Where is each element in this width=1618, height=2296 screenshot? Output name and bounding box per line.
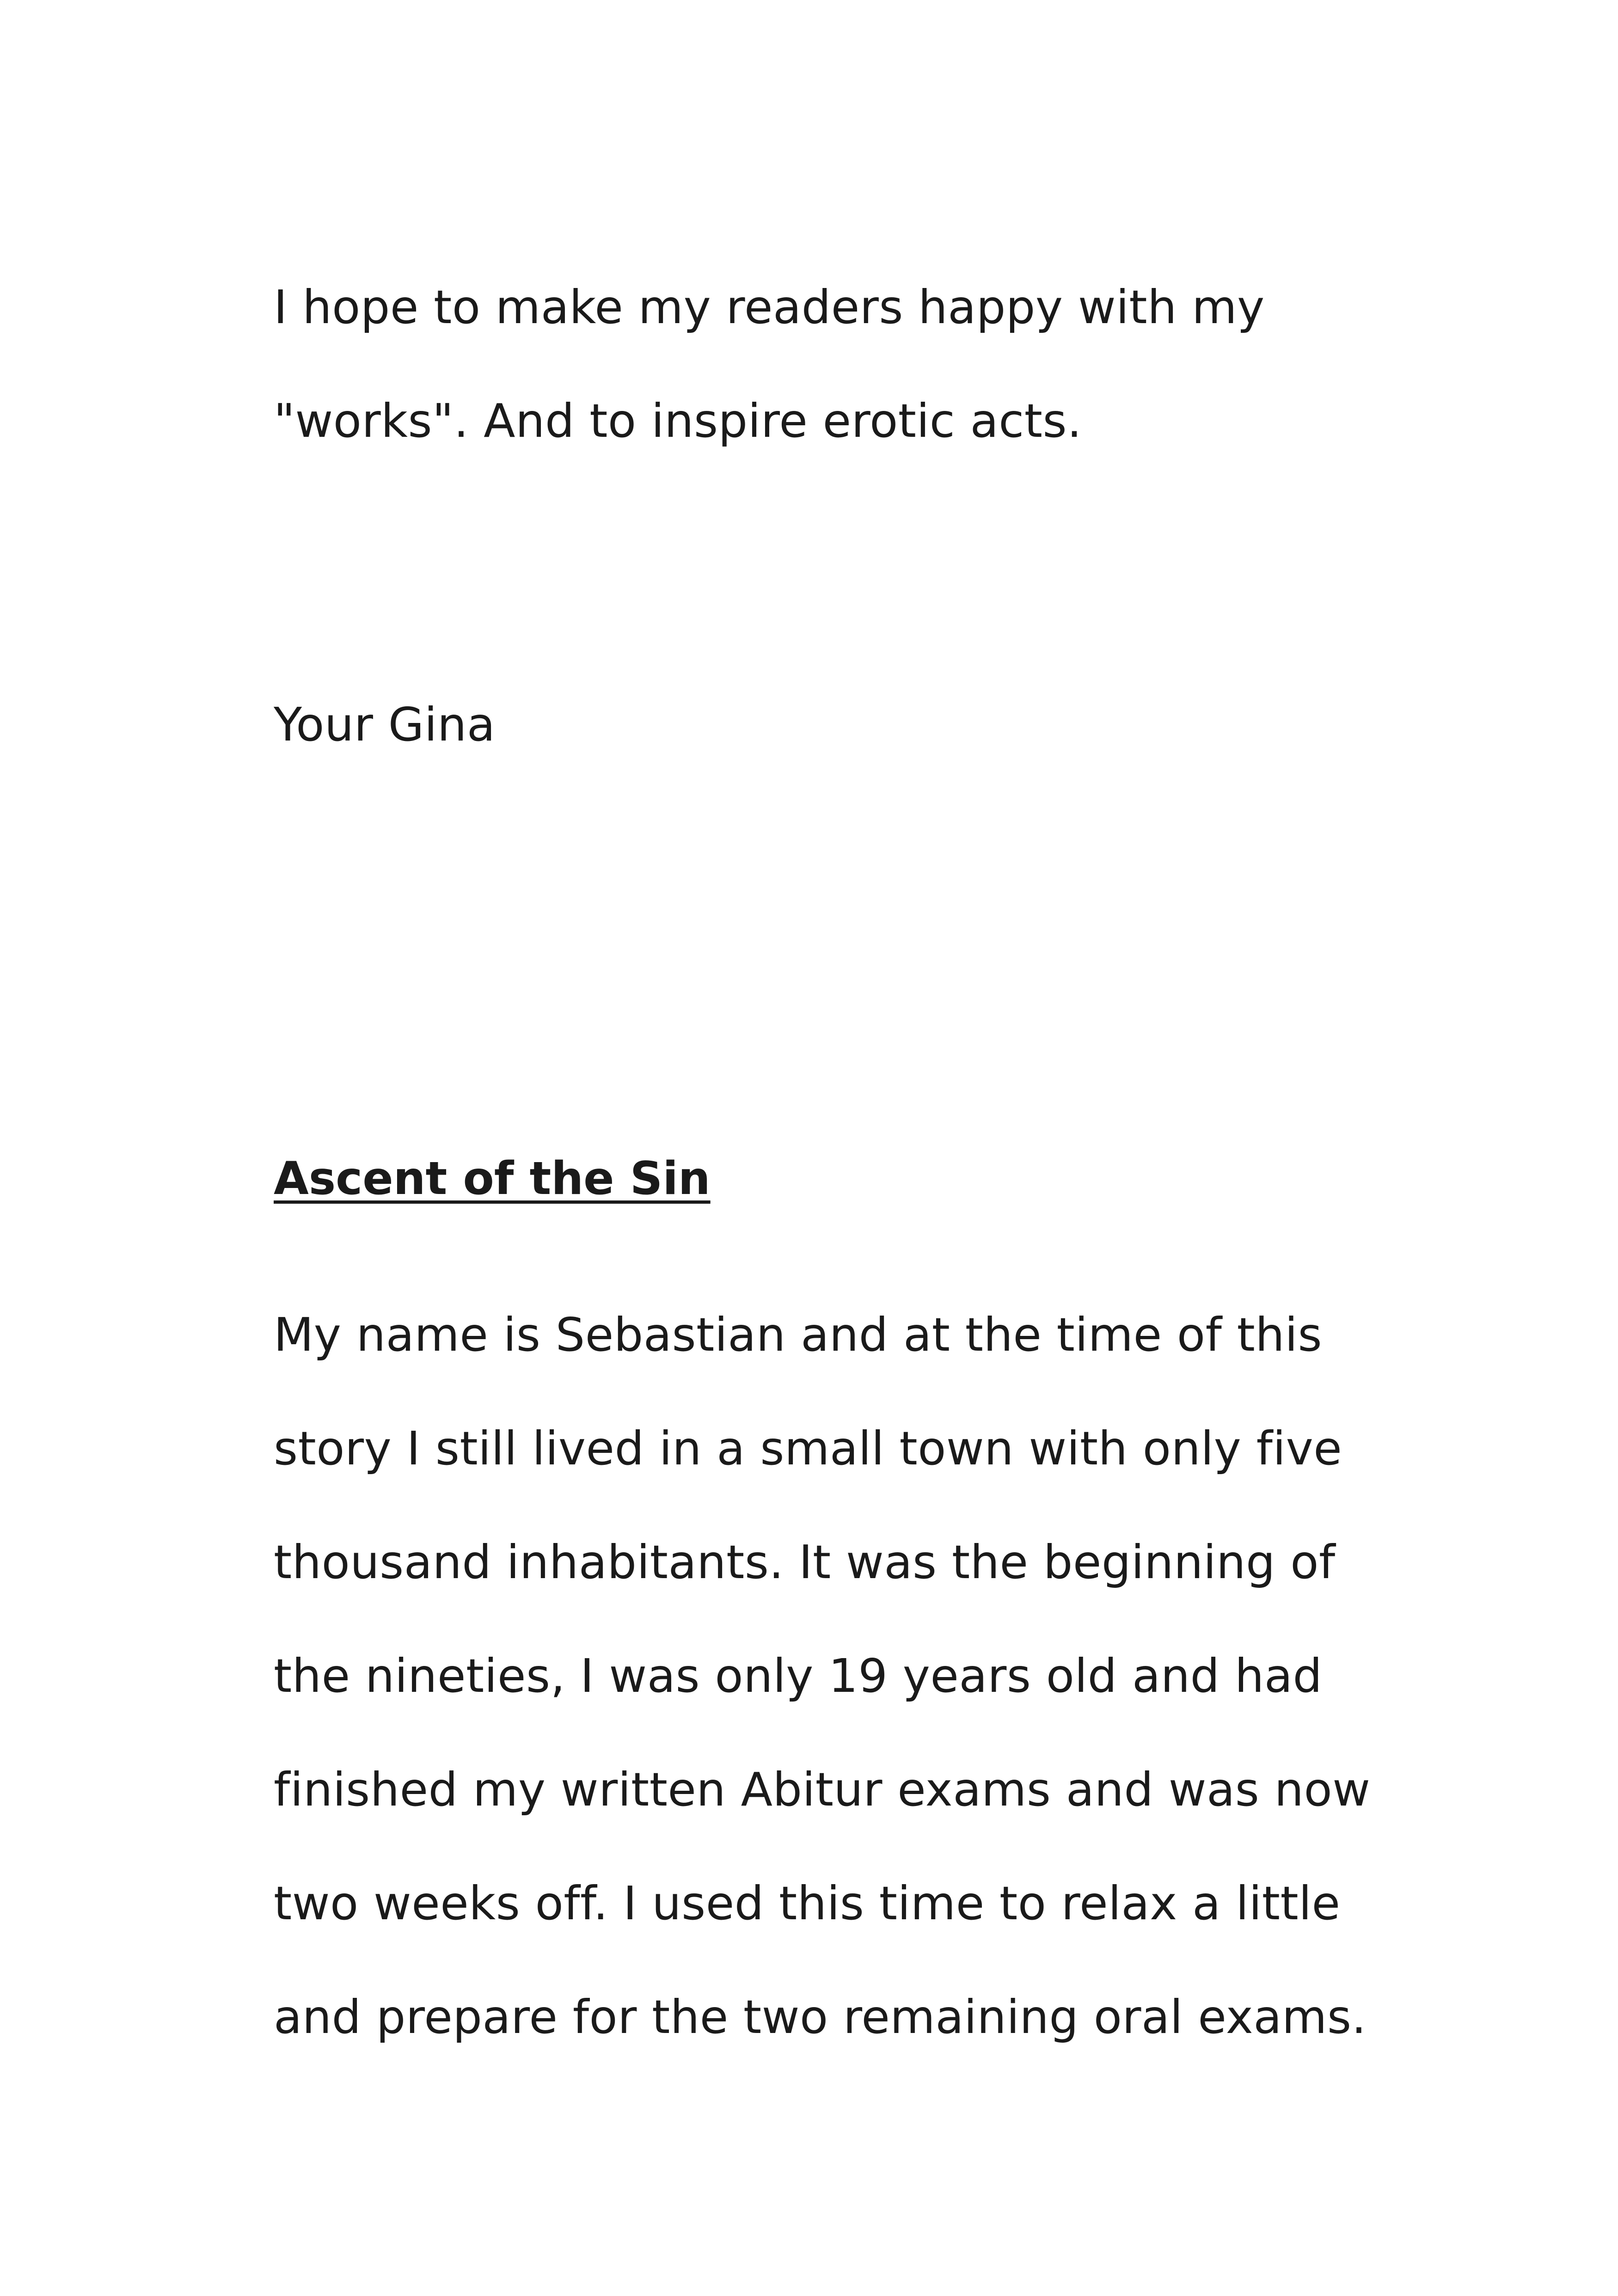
paragraph-line: the nineties, I was only 19 years old and had [274, 1649, 1323, 1703]
intro-line: I hope to make my readers happy with my [274, 280, 1265, 334]
paragraph-line: and prepare for the two remaining oral exams. [274, 1990, 1367, 2044]
paragraph-line: finished my written Abitur exams and was now [274, 1763, 1371, 1817]
intro-line: "works". And to inspire erotic acts. [274, 394, 1082, 448]
paragraph-line: thousand inhabitants. It was the beginning of [274, 1535, 1336, 1589]
paragraph-line: story I still lived in a small town with only five [274, 1421, 1342, 1476]
signature: Your Gina [274, 698, 496, 752]
story-title: Ascent of the Sin [274, 1152, 711, 1205]
paragraph-line: two weeks off. I used this time to relax a little [274, 1876, 1341, 1930]
paragraph-line: My name is Sebastian and at the time of this [274, 1308, 1323, 1362]
